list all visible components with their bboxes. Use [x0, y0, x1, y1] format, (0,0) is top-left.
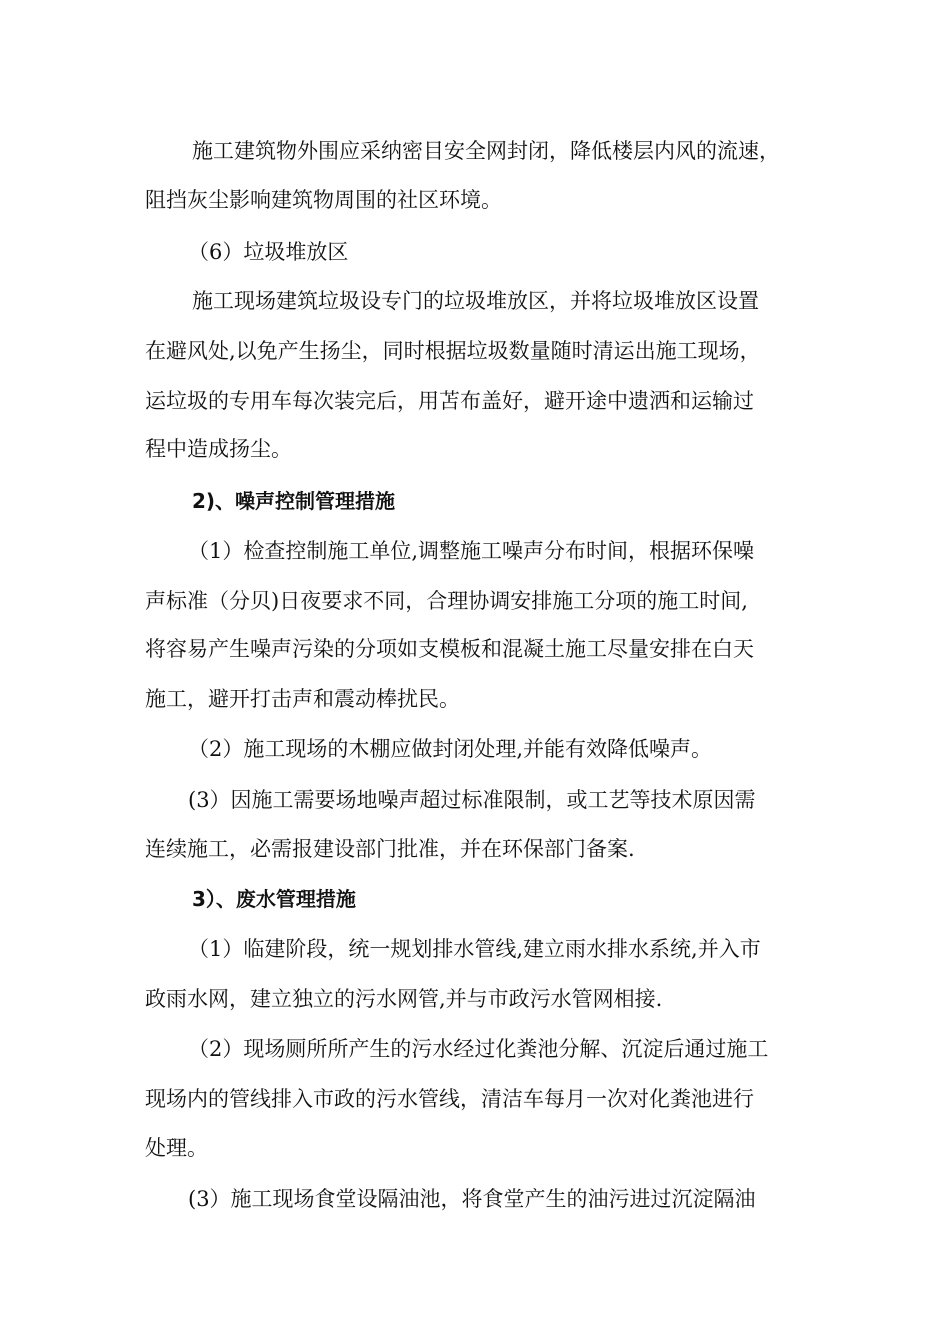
paragraph-line: 声标准（分贝)日夜要求不同，合理协调安排施工分项的施工时间,	[145, 589, 748, 613]
paragraph-line: 程中造成扬尘。	[145, 437, 292, 461]
section-heading: 3）、废水管理措施	[192, 887, 356, 911]
paragraph-line: 阻挡灰尘影响建筑物周围的社区环境。	[145, 188, 502, 212]
section-label: （6）垃圾堆放区	[188, 240, 349, 264]
paragraph-line: （2）施工现场的木棚应做封闭处理,并能有效降低噪声。	[188, 737, 713, 761]
paragraph-line: （1）临建阶段，统一规划排水管线,建立雨水排水系统,并入市	[188, 937, 761, 961]
paragraph-line: (3）因施工需要场地噪声超过标准限制，或工艺等技术原因需	[188, 788, 756, 812]
paragraph-line: （2）现场厕所所产生的污水经过化粪池分解、沉淀后通过施工	[188, 1037, 769, 1061]
paragraph-line: 施工现场建筑垃圾设专门的垃圾堆放区，并将垃圾堆放区设置	[192, 289, 759, 313]
paragraph-line: 处理。	[145, 1136, 208, 1160]
section-heading: 2)、噪声控制管理措施	[192, 489, 396, 513]
paragraph-line: 将容易产生噪声污染的分项如支模板和混凝土施工尽量安排在白天	[145, 637, 754, 661]
paragraph-line: （1）检查控制施工单位,调整施工噪声分布时间，根据环保噪	[188, 539, 755, 563]
paragraph-line: 施工建筑物外围应采纳密目安全网封闭，降低楼层内风的流速，	[192, 139, 780, 163]
paragraph-line: 运垃圾的专用车每次装完后，用苫布盖好，避开途中遗洒和运输过	[145, 389, 754, 413]
paragraph-line: 施工，避开打击声和震动棒扰民。	[145, 687, 460, 711]
paragraph-line: 现场内的管线排入市政的污水管线，清洁车每月一次对化粪池进行	[145, 1087, 754, 1111]
paragraph-line: (3）施工现场食堂设隔油池，将食堂产生的油污进过沉淀隔油	[188, 1187, 756, 1211]
paragraph-line: 连续施工，必需报建设部门批准，并在环保部门备案.	[145, 837, 635, 861]
paragraph-line: 在避风处,以免产生扬尘，同时根据垃圾数量随时清运出施工现场，	[145, 339, 761, 363]
paragraph-line: 政雨水网，建立独立的污水网管,并与市政污水管网相接.	[145, 987, 663, 1011]
